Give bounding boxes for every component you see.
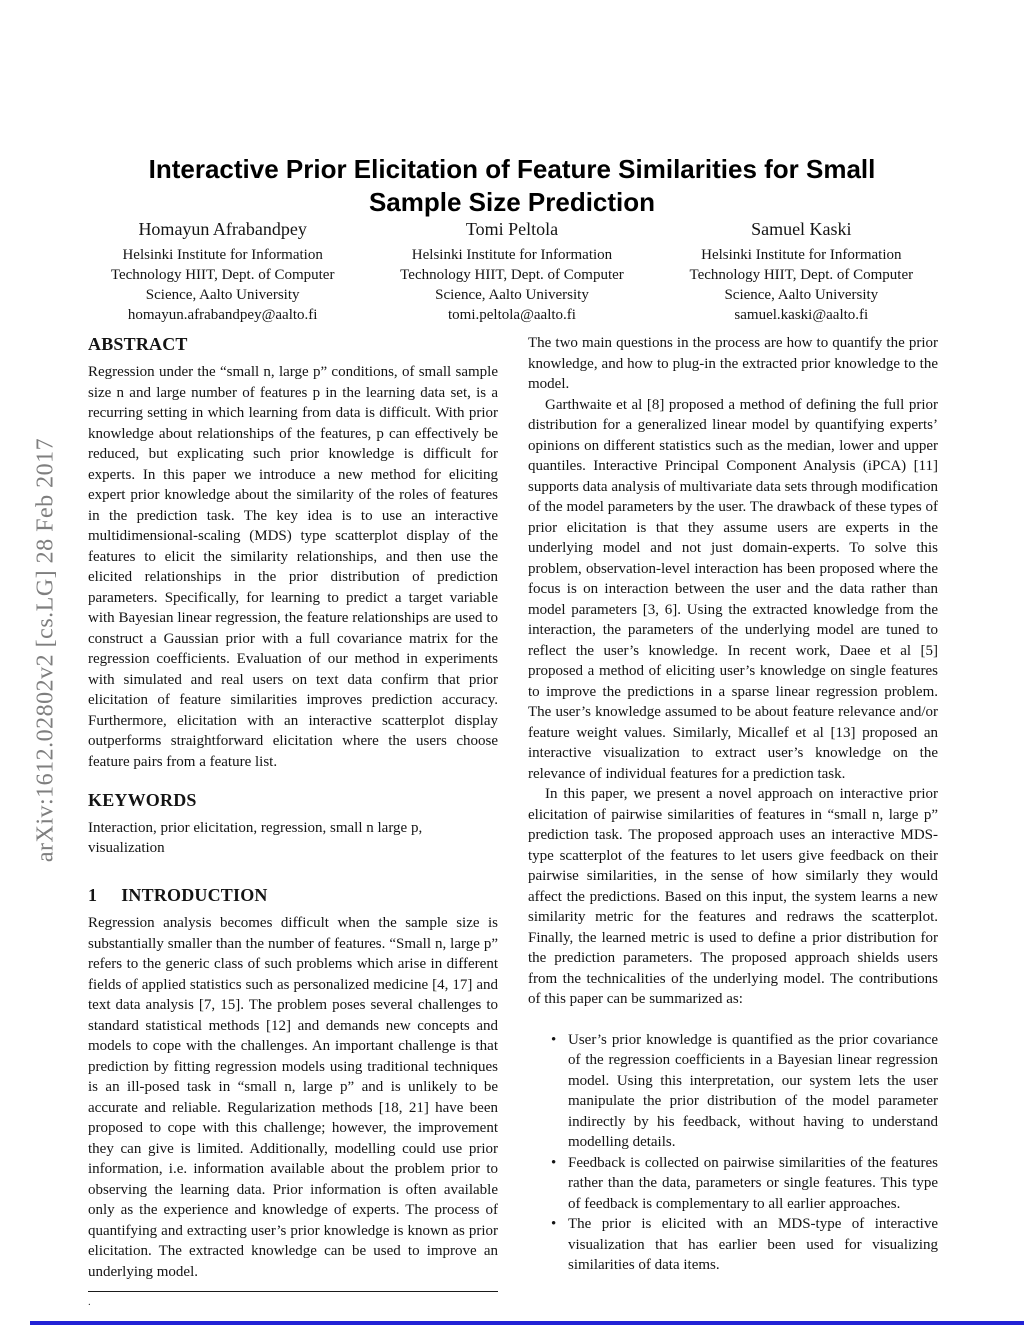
author-email: homayun.afrabandpey@aalto.fi — [127, 307, 318, 323]
page-title: Interactive Prior Elicitation of Feature Similarities for Small Sample Size Prediction — [148, 154, 876, 218]
section-number: 1 — [88, 885, 98, 905]
bottom-blue-rule — [30, 1321, 1024, 1325]
author-affiliation-line: Science, Aalto University — [145, 287, 300, 303]
introduction-heading — [88, 884, 498, 906]
left-column — [88, 333, 498, 1308]
keywords-heading: KEYWORDS — [88, 790, 197, 810]
author-affiliation-line: Helsinki Institute for Information — [122, 247, 323, 263]
abstract-heading: ABSTRACT — [88, 334, 188, 354]
footnote-rule — [88, 1291, 498, 1292]
right-paragraph-2: Garthwaite et al [8] proposed a method of defining the full prior distribution for a generalized linear model by quantifying experts’ opinions on different statistics such as the median, lower and upper quantiles. Interactive Principal Component Analysis (iPCA) [11] supports data analysis of multivariate data sets through modification of the model parameters by the user. The drawback of these types of prior elicitation is that they assume users are experts in the underlying model and not just domain-experts. To solve this problem, observation-level interaction has been proposed where the focus is on interaction between the user and the data rather than model parameters [3, 6]. Using the extracted knowledge from the interaction, the parameters of the underlying model are tuned to reflect the user’s knowledge. In recent work, Daee et al [5] proposed a method of eliciting user’s knowledge on single features to improve the predictions in a sparse linear regression problem. The user’s knowledge assumed to be about feature relevance and/or feature weight values. Similarly, Micallef et al [13] proposed an interactive visualization to extract user’s knowledge on the relevance of individual features for a prediction task. — [528, 396, 938, 782]
keywords-body: Interaction, prior elicitation, regression, small n large p, visualization — [88, 820, 423, 856]
arxiv-sidebar-label: arXiv:1612.02802v2 [cs.LG] 28 Feb 2017 — [32, 437, 59, 863]
list-item — [528, 1030, 938, 1153]
author-affiliation-line: Science, Aalto University — [724, 287, 879, 303]
author-block-1 — [78, 218, 367, 325]
contributions-list — [528, 1030, 938, 1276]
author-name: Samuel Kaski — [751, 219, 852, 239]
list-item — [528, 1153, 938, 1215]
author-block-2 — [367, 218, 656, 325]
author-name: Homayun Afrabandpey — [138, 219, 307, 239]
bullet-icon: • — [551, 1031, 557, 1048]
author-affiliation-line: Helsinki Institute for Information — [411, 247, 613, 263]
author-email: samuel.kaski@aalto.fi — [734, 307, 869, 323]
author-affiliation-line: Technology HIIT, Dept. of Computer — [689, 267, 914, 283]
abstract-body: Regression under the “small n, large p” conditions, of small sample size n and large number of features p in the learning data set, is a recurring setting in which learning from data is difficult. With prior knowledge about relationships of the features, p can effectively be reduced, but explicating such prior knowledge is difficult for experts. In this paper we introduce a new method for eliciting expert prior knowledge about the similarity of the roles of features in the prediction task. The key idea is to use an interactive multidimensional-scaling (MDS) type scatterplot display of the features to elicit the similarity relationships, and then use the elicited relationships in the prior distribution of prediction parameters. Specifically, for learning to predict a target variable with Bayesian linear regression, the feature relationships are used to construct a Gaussian prior with a full covariance matrix for the regression coefficients. Evaluation of our method in experiments with simulated and real users on text data confirm that prior elicitation of feature similarities improves prediction accuracy. Furthermore, elicitation with an interactive scatterplot display outperforms straightforward elicitation where the users choose feature pairs from a feature list. — [88, 364, 498, 770]
list-item-text: The prior is elicited with an MDS-type of interactive visualization that has earlier been used for visualizing similarities of data items. — [568, 1216, 938, 1273]
footnote-marker: . — [88, 1296, 91, 1308]
bullet-icon: • — [551, 1154, 557, 1171]
right-paragraph-3: In this paper, we present a novel approach on interactive prior elicitation of pairwise similarities of features in “small n, large p” prediction task. The proposed approach uses an interactive MDS-type scatterplot of the features to let users give feedback on their pairwise similarities, in the sense of how similarly they would affect the predictions. Based on this input, the system learns a new similarity metric for the features and redraws the scatterplot. Finally, the learned metric is used to define a prior distribution for the prediction parameters. The proposed approach shields users from the technicalities of the underlying model. The contributions of this paper can be summarized as: — [528, 786, 938, 1007]
author-affiliation-line: Science, Aalto University — [435, 287, 589, 303]
section-label: INTRODUCTION — [121, 885, 268, 905]
author-email: tomi.peltola@aalto.fi — [448, 307, 576, 323]
list-item — [528, 1214, 938, 1276]
right-column — [528, 333, 938, 1276]
list-item-text: Feedback is collected on pairwise similarities of the features rather than the data, parameters or single features. This type of feedback is complementary to all earlier approaches. — [568, 1154, 938, 1212]
author-affiliation-line: Helsinki Institute for Information — [701, 247, 902, 263]
author-name: Tomi Peltola — [465, 219, 559, 239]
bullet-icon: • — [551, 1216, 557, 1232]
author-affiliation-line: Technology HIIT, Dept. of Computer — [400, 267, 624, 283]
list-item-text: User’s prior knowledge is quantified as the prior covariance of the regression coefficients in a Bayesian linear regression model. Using this interpretation, our system lets the user manipulate the prior distribution of the model parameter indirectly by his feedback, without having to understand modelling details. — [568, 1031, 938, 1150]
authors-row — [78, 218, 946, 325]
introduction-body: Regression analysis becomes difficult when the sample size is substantially smaller than the number of features. “Small n, large p” refers to the generic class of such problems which arise in different fields of applied statistics such as personalized medicine [4, 17] and text data analysis [7, 15]. The problem poses several challenges to standard statistical methods [12] and demands new concepts and models to cope with the challenges. An important challenge is that prediction by fitting regression models using traditional techniques is an ill-posed task in “small n, large p” and is unlikely to be accurate and reliable. Regularization methods [18, 21] have been proposed to cope with this challenge; however, the improvement they can give is limited. Additionally, modelling could use prior information, i.e. information available about the problem prior to observing the learning data. Prior information is often available only as the experience and knowledge of experts. The process of quantifying and extracting user’s prior knowledge is known as prior elicitation. The extracted knowledge can be used to improve an underlying model. — [88, 915, 498, 1280]
right-paragraph-1: The two main questions in the process are how to quantify the prior knowledge, and how to plug-in the extracted prior knowledge to the model. — [528, 335, 938, 392]
author-affiliation-line: Technology HIIT, Dept. of Computer — [110, 267, 335, 283]
author-block-3 — [657, 218, 946, 325]
